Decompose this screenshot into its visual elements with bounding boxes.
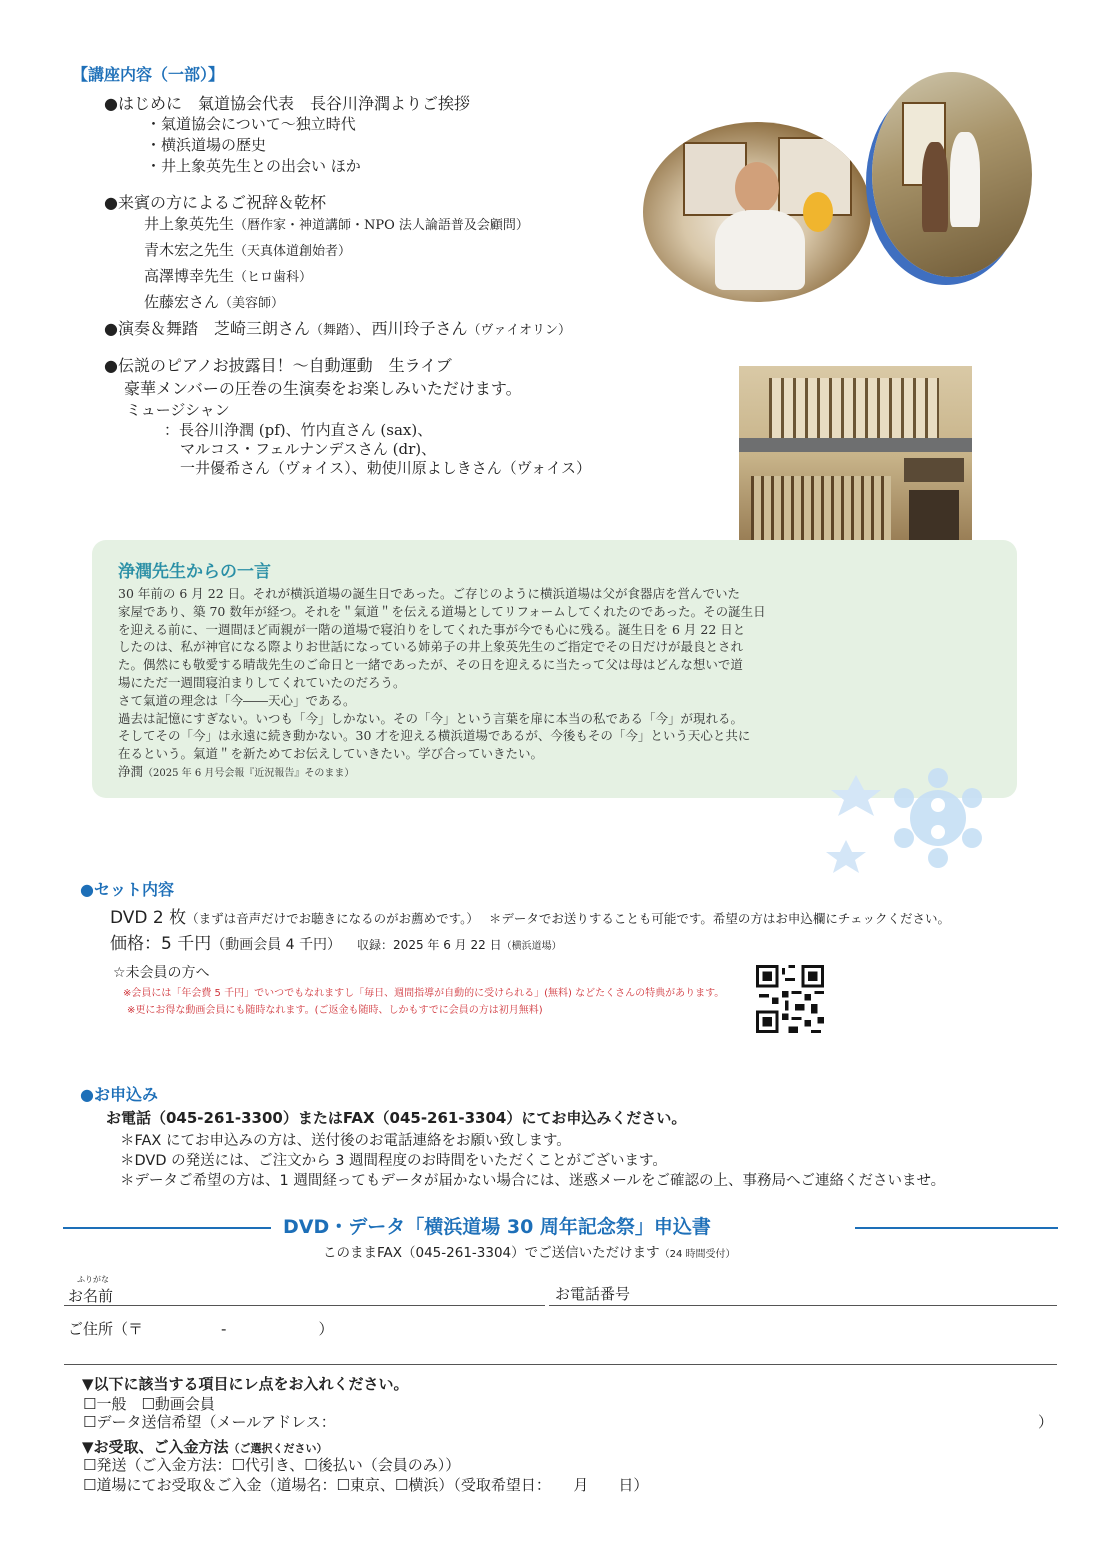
intro-title: ●はじめに 氣道協会代表 長谷川浄潤よりご挨拶 bbox=[104, 94, 470, 113]
message-line: 家屋であり、築 70 数年が経つ。それを＂氣道＂を伝える道場としてリフォームしてくれたのであった。その誕生日 bbox=[118, 603, 766, 619]
phone-field[interactable] bbox=[549, 1305, 1057, 1306]
course-heading: 【講座内容（一部）】 bbox=[72, 65, 225, 84]
fax-text: このままFAX（045-261-3304）でご送信いただけます bbox=[323, 1245, 660, 1261]
performance-line bbox=[104, 316, 571, 339]
furigana-label: ふりがな bbox=[77, 1275, 109, 1284]
message-line: 場にただ一週間寝泊まりしてくれていたのだろう。 bbox=[118, 674, 406, 690]
price-label: 価格： bbox=[110, 934, 161, 954]
intro-item: ・氣道協会について～独立時代 bbox=[146, 115, 356, 133]
set-heading: ●セット内容 bbox=[80, 880, 174, 899]
qr-code-icon[interactable] bbox=[755, 965, 825, 1033]
recorded-place: （横浜道場） bbox=[501, 941, 562, 952]
address-line bbox=[68, 1318, 333, 1339]
message-line: を迎える前に、一週間ほど両親が一階の道場で寝泊りをしてくれた事が今でも心に残る。誕生日を 6 月 22 日と bbox=[118, 621, 746, 637]
apply-note: ＊DVD の発送には、ご注文から 3 週間程度のお時間をいただくことがございます。 bbox=[120, 1153, 667, 1169]
form-title-rule-left bbox=[63, 1227, 271, 1229]
message-line: 在るという。氣道＂を新ためてお伝えしていきたい。学び合っていきたい。 bbox=[118, 746, 544, 762]
dojo-building-photo bbox=[739, 366, 972, 563]
pay-heading-note: （ご選択ください） bbox=[228, 1442, 328, 1455]
option-dojo-pickup[interactable]: ☐道場にてお受取＆ご入金（道場名：☐東京、☐横浜）（受取希望日： 月 日） bbox=[83, 1476, 649, 1494]
guest-row bbox=[144, 264, 529, 290]
piano-title: ●伝説のピアノお披露目！～自動運動 生ライブ bbox=[104, 356, 452, 375]
guest-note: （暦作家・神道講師・NPO 法人論語普及会顧問） bbox=[234, 218, 529, 233]
piano-desc: 豪華メンバーの圧巻の生演奏をお楽しみいただけます。 bbox=[124, 379, 522, 398]
check-heading: ▼以下に該当する項目にレ点をお入れください。 bbox=[82, 1375, 409, 1393]
message-line: 30 年前の 6 月 22 日。それが横浜道場の誕生日であった。ご存じのように横浜道場は父が食器店を営んでいた bbox=[118, 586, 741, 601]
snowflake-ornament-icon bbox=[826, 760, 986, 875]
performance-note: （ヴァイオリン） bbox=[467, 323, 571, 338]
price-value: 5 千円 bbox=[161, 934, 212, 954]
message-line: したのは、私が神官になる際よりお世話になっている姉弟子の井上象英先生のご指定でその日だけが最良とされ bbox=[118, 639, 744, 655]
option-data-delivery[interactable]: ☐データ送信希望（メールアドレス： bbox=[83, 1413, 336, 1431]
guests-list bbox=[144, 212, 529, 316]
dvd-label: DVD 2 枚 bbox=[110, 908, 187, 928]
message-line: そしてその「今」は永遠に続き動かない。30 才を迎える横浜道場であるが、今後もその「今」という天心と共に bbox=[118, 728, 751, 744]
price-line bbox=[110, 929, 562, 954]
message-line: さて氣道の理念は「今――天心」である。 bbox=[118, 692, 356, 708]
address-dash: - bbox=[221, 1320, 227, 1338]
fax-line bbox=[323, 1241, 736, 1261]
apply-notes bbox=[120, 1131, 945, 1191]
performance-title: ●演奏＆舞踏 芝崎三朗さん bbox=[104, 319, 310, 338]
intro-item: ・横浜道場の歴史 bbox=[146, 136, 267, 154]
option-membership[interactable]: ☐一般 ☐動画会員 bbox=[83, 1395, 215, 1413]
fax-note: （24 時間受付） bbox=[659, 1249, 736, 1260]
message-line: た。偶然にも敬愛する晴哉先生のご命日と一緒であったが、その日を迎えるに当たって父は母はどんな想いで道 bbox=[118, 657, 743, 673]
intro-item: ・井上象英先生との出会い ほか bbox=[146, 157, 361, 175]
guest-name: 青木宏之先生 bbox=[144, 241, 235, 259]
phone-label: お電話番号 bbox=[555, 1285, 631, 1303]
guest-name: 高澤博幸先生 bbox=[144, 267, 235, 285]
form-title: DVD・データ「横浜道場 30 周年記念祭」申込書 bbox=[283, 1216, 711, 1238]
name-label: お名前 bbox=[68, 1287, 114, 1305]
musicians-line: ：長谷川浄潤 (pf)、竹内直さん (sax)、 bbox=[164, 421, 433, 439]
guest-note: （美容師） bbox=[219, 296, 285, 311]
message-line: 過去は記憶にすぎない。いつも「今」しかない。その「今」という言葉を扉に本当の私である「今」が現れる。 bbox=[118, 710, 744, 726]
guest-name: 井上象英先生 bbox=[144, 215, 235, 233]
ceremony-photo bbox=[872, 72, 1032, 277]
performance-mid: 、西川玲子さん bbox=[355, 319, 468, 338]
dvd-note: （まずは音声だけでお聴きになるのがお薦めです。） bbox=[186, 911, 479, 926]
nonmember-note: ※会員には「年会費 5 千円」でいつでもなれますし「毎日、週間指導が自動的に受けられる」(無料) などたくさんの特典があります。 bbox=[123, 988, 725, 999]
message-signature bbox=[118, 763, 766, 783]
form-title-rule-right bbox=[855, 1227, 1058, 1229]
option-data-close: ） bbox=[1038, 1413, 1054, 1431]
pay-heading: ▼お受取、ご入金方法 bbox=[82, 1438, 229, 1456]
message-body bbox=[118, 585, 766, 783]
message-title: 浄潤先生からの一言 bbox=[118, 562, 271, 582]
guest-row bbox=[144, 238, 529, 264]
apply-main: お電話（045-261-3300）またはFAX（045-261-3304）にてお申込みください。 bbox=[106, 1109, 687, 1127]
guest-note: （天真体道創始者） bbox=[234, 244, 352, 259]
signature-note: （2025 年 6 月号会報『近況報告』そのまま） bbox=[143, 767, 355, 779]
set-dvd-line bbox=[110, 903, 950, 928]
apply-note: ＊FAX にてお申込みの方は、送付後のお電話連絡をお願い致します。 bbox=[120, 1133, 571, 1149]
apply-heading: ●お申込み bbox=[80, 1085, 158, 1104]
recorded-date: 収録：2025 年 6 月 22 日 bbox=[357, 938, 502, 952]
guest-row bbox=[144, 212, 529, 238]
guests-title: ●来賓の方によるご祝辞＆乾杯 bbox=[104, 193, 326, 212]
performance-note: （舞踏） bbox=[309, 323, 356, 338]
price-member: （動画会員 4 千円） bbox=[211, 937, 342, 953]
address-close: ） bbox=[318, 1320, 334, 1338]
option-shipping[interactable]: ☐発送（ご入金方法：☐代引き、☐後払い（会員のみ）） bbox=[83, 1456, 461, 1474]
guest-name: 佐藤宏さん bbox=[144, 293, 220, 311]
name-field[interactable] bbox=[64, 1305, 545, 1306]
musicians-line: マルコス・フェルナンデスさん (dr)、 bbox=[180, 440, 437, 458]
musicians-label: ミュージシャン bbox=[126, 401, 230, 419]
guest-note: （ヒロ歯科） bbox=[234, 270, 313, 285]
apply-note: ＊データご希望の方は、1 週間経ってもデータが届かない場合には、迷惑メールをご確認の上、事務局へご連絡くださいませ。 bbox=[120, 1173, 946, 1189]
speaker-photo bbox=[643, 122, 871, 302]
address-field[interactable] bbox=[64, 1364, 1057, 1365]
address-label: ご住所（〒 bbox=[68, 1320, 144, 1338]
signature-name: 浄潤 bbox=[118, 763, 144, 779]
nonmember-note: ※更にお得な動画会員にも随時なれます。(ご返金も随時、しかもすでに会員の方は初月無料) bbox=[127, 1005, 543, 1016]
guest-row bbox=[144, 290, 529, 316]
data-note: ＊データでお送りすることも可能です。希望の方はお申込欄にチェックください。 bbox=[488, 911, 951, 926]
intro-list bbox=[146, 114, 361, 177]
musicians-line: 一井優希さん（ヴォイス）、勅使川原よしきさん（ヴォイス） bbox=[180, 459, 592, 477]
nonmember-title: ☆未会員の方へ bbox=[113, 965, 210, 981]
